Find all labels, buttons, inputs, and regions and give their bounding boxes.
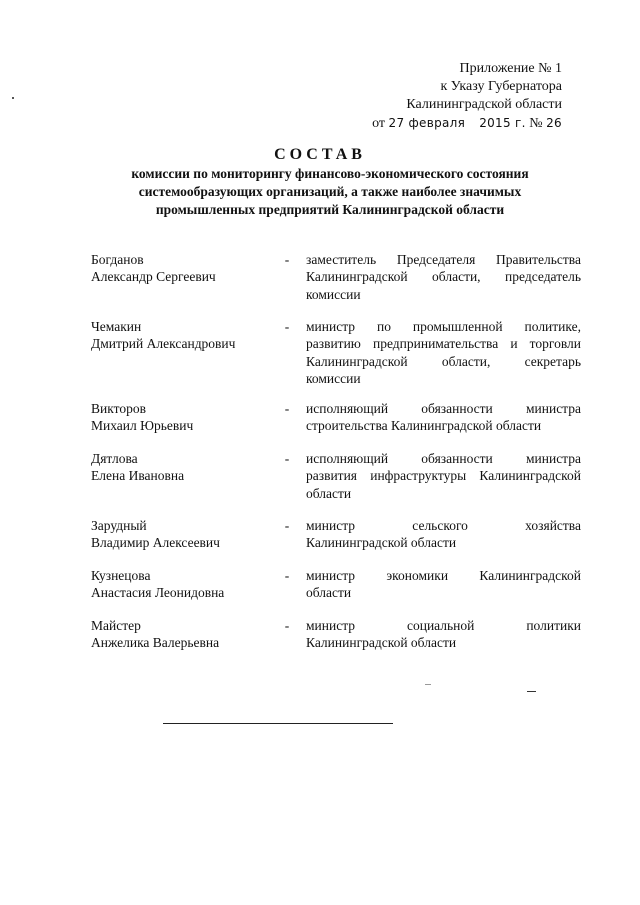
member-given-names: Анжелика Валерьевна	[91, 635, 220, 651]
role-line: Калининградской области	[306, 635, 457, 651]
member-surname: Кузнецова	[91, 568, 151, 583]
role-line: заместитель Председателя Правительства	[306, 252, 581, 267]
member-surname: Чемакин	[91, 319, 142, 334]
scan-speck	[12, 97, 14, 99]
document-title: СОСТАВ	[274, 146, 366, 163]
member-given-names: Александр Сергеевич	[91, 269, 216, 285]
member-role	[306, 617, 581, 652]
member-name	[91, 318, 281, 353]
member-role	[306, 318, 581, 387]
appendix-number: Приложение № 1	[459, 61, 562, 76]
appendix-decree-ref: к Указу Губернатора	[440, 79, 562, 94]
member-dash: -	[284, 451, 290, 466]
member-name	[91, 450, 281, 485]
member-surname: Богданов	[91, 252, 144, 267]
scan-speck	[527, 691, 536, 692]
member-role	[306, 251, 581, 303]
role-line: исполняющий обязанности министра	[306, 401, 581, 416]
scan-speck	[425, 684, 431, 685]
document-subtitle	[100, 165, 560, 219]
role-line: министр социальной политики	[306, 618, 581, 633]
member-role	[306, 450, 581, 502]
member-given-names: Михаил Юрьевич	[91, 418, 194, 434]
subtitle-line: комиссии по мониторингу финансово-экономического состояния	[131, 166, 529, 181]
member-dash: -	[284, 401, 290, 416]
member-surname: Викторов	[91, 401, 146, 416]
member-dash: -	[284, 319, 290, 334]
member-name	[91, 517, 281, 552]
role-line: области	[306, 585, 352, 601]
role-line: развитию предпринимательства и торговли	[306, 336, 581, 352]
member-surname: Майстер	[91, 618, 141, 633]
member-given-names: Дмитрий Александрович	[91, 336, 236, 352]
appendix-header	[332, 60, 562, 133]
subtitle-line: системообразующих организаций, а также наиболее значимых	[138, 184, 522, 199]
date-day-month: 27 февраля	[388, 116, 466, 130]
role-line: Калининградской области, председатель	[306, 269, 581, 285]
member-given-names: Елена Ивановна	[91, 468, 185, 484]
role-line: министр сельского хозяйства	[306, 518, 581, 533]
member-surname: Дятлова	[91, 451, 138, 466]
role-line: Калининградской области, секретарь	[306, 353, 581, 369]
number-prefix: №	[529, 116, 543, 131]
member-dash: -	[284, 568, 290, 583]
member-name	[91, 567, 281, 602]
date-year: 2015 г.	[479, 116, 526, 130]
member-given-names: Владимир Алексеевич	[91, 535, 220, 551]
role-line: области	[306, 485, 352, 501]
role-line: строительства Калининградской области	[306, 418, 542, 434]
member-name	[91, 400, 281, 435]
closing-rule	[163, 723, 393, 724]
member-surname: Зарудный	[91, 518, 147, 533]
member-role	[306, 517, 581, 552]
subtitle-line: промышленных предприятий Калининградской области	[155, 202, 505, 217]
member-role	[306, 400, 581, 435]
role-line: Калининградской области	[306, 535, 457, 551]
member-dash: -	[284, 618, 290, 633]
role-line: министр по промышленной политике,	[306, 319, 581, 334]
member-role	[306, 567, 581, 602]
member-dash: -	[284, 252, 290, 267]
role-line: министр экономики Калининградской	[306, 568, 581, 583]
member-name	[91, 251, 281, 286]
member-given-names: Анастасия Леонидовна	[91, 585, 225, 601]
member-name	[91, 617, 281, 652]
decree-number: 26	[546, 116, 562, 130]
role-line: комиссии	[306, 286, 361, 302]
appendix-region: Калининградской области	[406, 97, 562, 112]
role-line: исполняющий обязанности министра	[306, 451, 581, 466]
date-prefix: от	[372, 116, 386, 131]
appendix-date-line	[332, 114, 562, 133]
role-line: комиссии	[306, 370, 361, 386]
role-line: развития инфраструктуры Калининградской	[306, 468, 581, 484]
member-dash: -	[284, 518, 290, 533]
